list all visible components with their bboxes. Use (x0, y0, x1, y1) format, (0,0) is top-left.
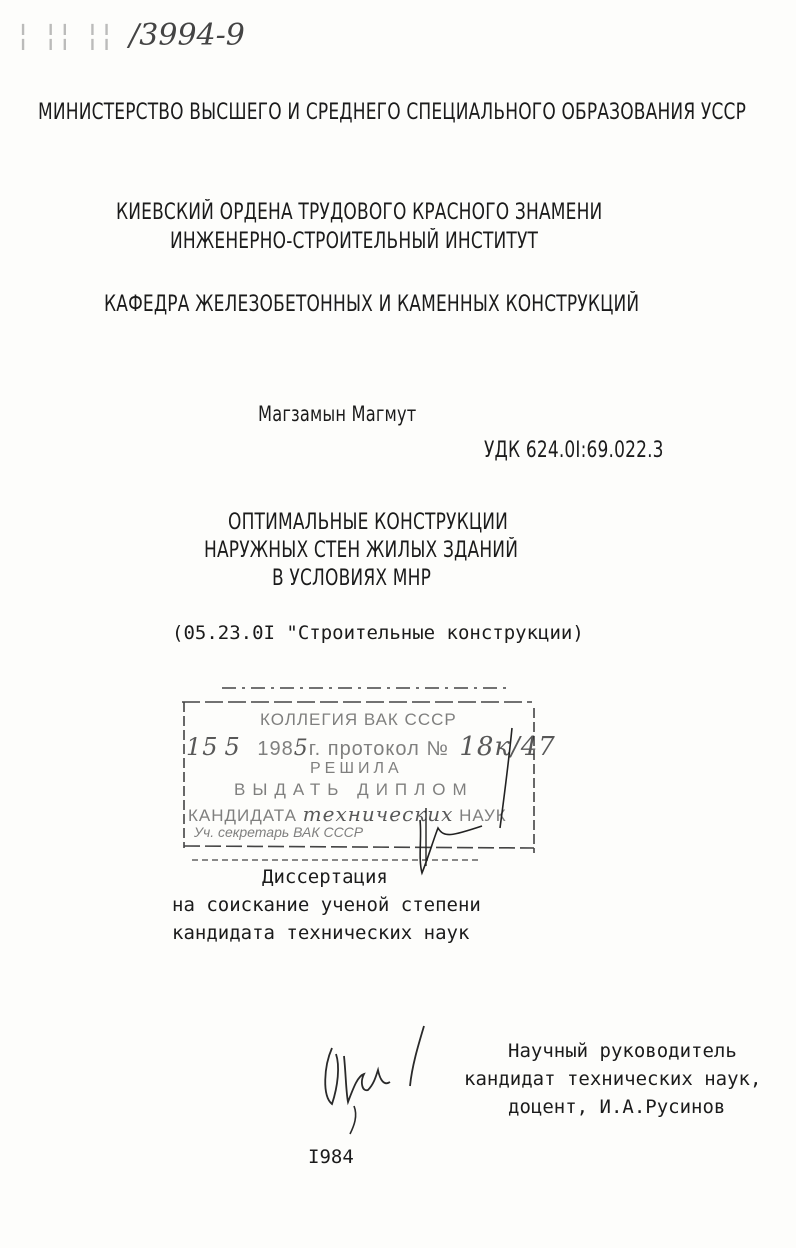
vak-approval-stamp (182, 688, 556, 860)
stamp-date-month: 5 (224, 733, 241, 761)
dissertation-line-3: кандидата технических наук (172, 922, 470, 944)
supervisor-line-1: Научный руководитель (508, 1040, 737, 1062)
stamp-date-day: 15 (186, 733, 219, 761)
institute-line-2: ИНЖЕНЕРНО-СТРОИТЕЛЬНЫЙ ИНСТИТУТ (170, 229, 539, 254)
supervisor-line-2: кандидат технических наук, (464, 1068, 762, 1090)
stamp-line-collegium: КОЛЛЕГИЯ ВАК СССР (260, 710, 457, 729)
title-line-2: НАРУЖНЫХ СТЕН ЖИЛЫХ ЗДАНИЙ (204, 538, 519, 563)
year: I984 (308, 1146, 354, 1168)
signature-icon (314, 1026, 434, 1146)
dissertation-line-2: на соискание ученой степени (172, 894, 481, 916)
archive-number-faint: ¦ ¦¦ ¦¦ (18, 18, 130, 53)
institute-line-1: КИЕВСКИЙ ОРДЕНА ТРУДОВОГО КРАСНОГО ЗНАМЕНИ (116, 200, 603, 225)
stamp-signature-icon (182, 688, 536, 888)
department-heading: КАФЕДРА ЖЕЛЕЗОБЕТОННЫХ И КАМЕННЫХ КОНСТРУКЦИЙ (104, 292, 640, 317)
dissertation-line-1: Диссертация (262, 866, 388, 888)
stamp-protocol-number: 18к/47 (459, 732, 556, 762)
author-name: Магзамын Магмут (258, 402, 417, 426)
stamp-line-decided: РЕШИЛА (310, 760, 403, 777)
ministry-heading: МИНИСТЕРСТВО ВЫСШЕГО И СРЕДНЕГО СПЕЦИАЛЬНОГО ОБРАЗОВАНИЯ УССР (38, 100, 747, 125)
title-line-1: ОПТИМАЛЬНЫЕ КОНСТРУКЦИИ (228, 510, 509, 535)
supervisor-line-3: доцент, И.А.Русинов (508, 1096, 726, 1118)
stamp-line-secretary: Уч. секретарь ВАК СССР (194, 824, 364, 840)
stamp-candidate-suffix: НАУК (459, 806, 507, 825)
title-line-3: В УСЛОВИЯХ МНР (272, 566, 432, 591)
archive-number-text: /3994-9 (129, 18, 245, 53)
archive-number (18, 18, 245, 53)
specialty-code: (05.23.0I "Строительные конструкции) (172, 622, 584, 644)
stamp-candidate-field: технических (302, 802, 454, 826)
stamp-protocol-label: г. протокол № (308, 738, 449, 760)
stamp-line-issue-diploma: ВЫДАТЬ ДИПЛОМ (234, 780, 474, 799)
stamp-candidate-prefix: КАНДИДАТА (188, 806, 297, 825)
stamp-date-year: 198 (257, 738, 294, 760)
udc-code: УДК 624.0I:69.022.3 (484, 438, 664, 463)
stamp-date-year-hand: 5 (293, 736, 309, 761)
